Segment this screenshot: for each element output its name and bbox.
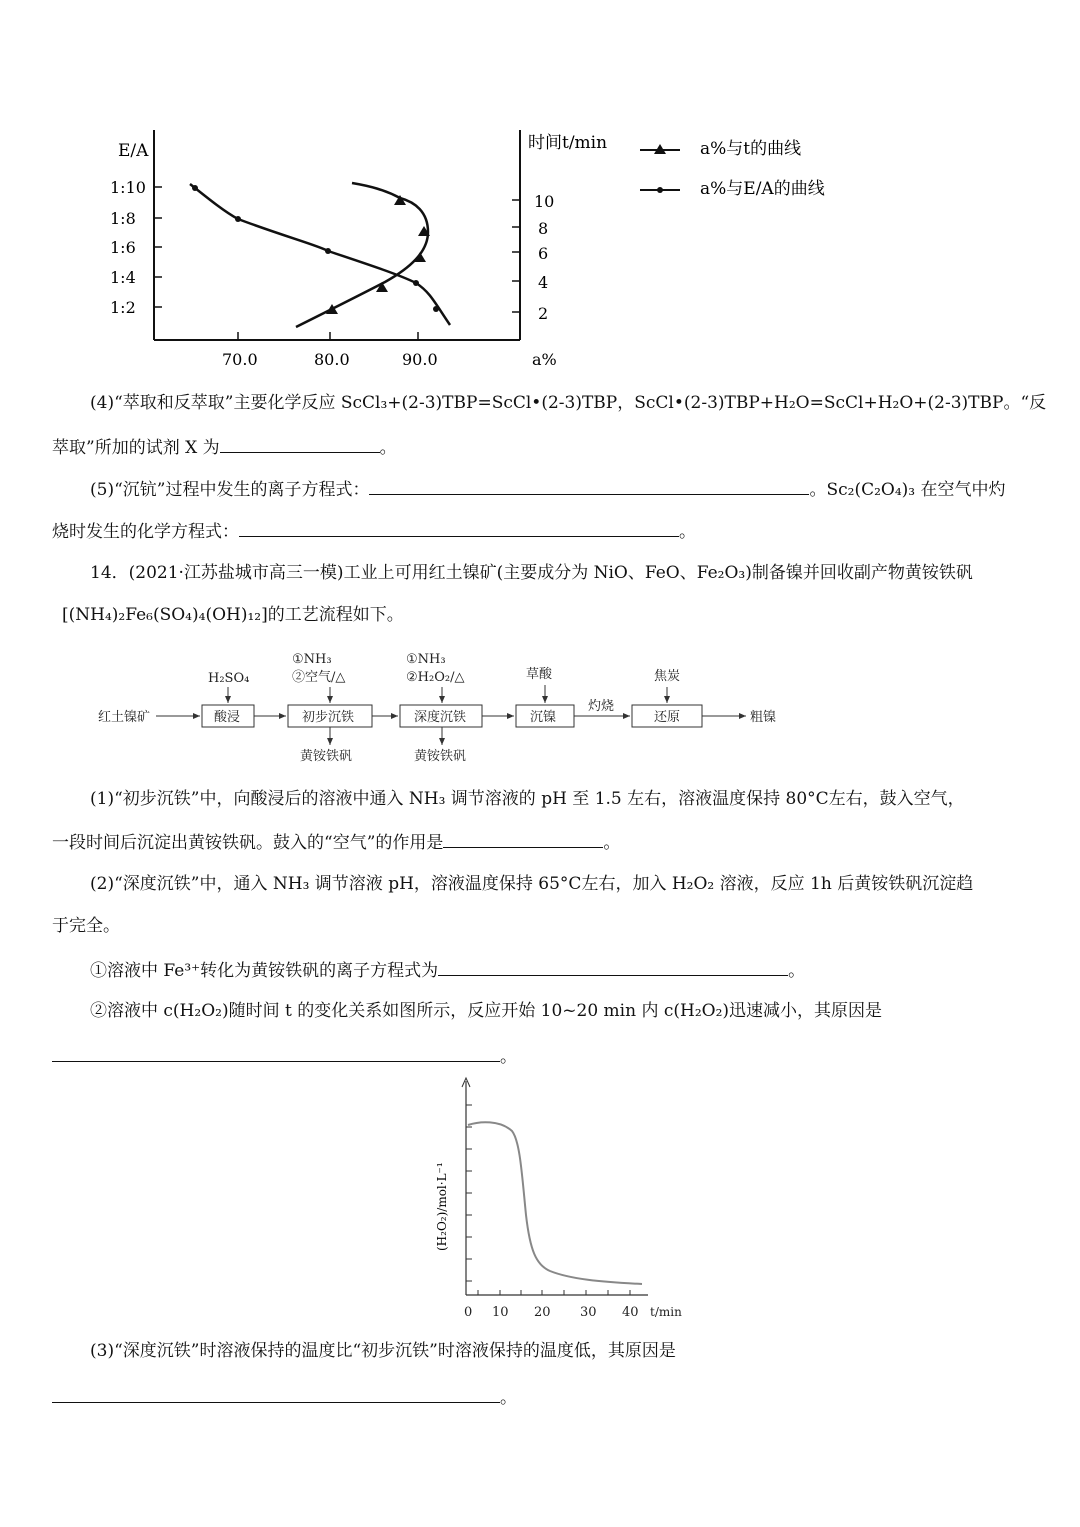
flow-input-label: ①NH₃ [406, 652, 446, 667]
h2o2-chart [420, 1075, 700, 1325]
x-tick: 80.0 [314, 350, 350, 369]
y-label: (H₂O₂)/mol·L⁻¹ [435, 1162, 449, 1251]
q14-line-2 [62, 603, 1042, 627]
q5-text: 。Sc₂(C₂O₄)₃ 在空气中灼 [809, 480, 1006, 500]
flow-input-label: ①NH₃ [292, 652, 332, 667]
answer-blank[interactable] [52, 1384, 500, 1403]
ea-curve [190, 184, 450, 325]
p2-line-1 [90, 872, 1070, 896]
y-right-tick: 2 [538, 304, 549, 323]
x-tick: 20 [534, 1305, 551, 1320]
x-tick: 10 [492, 1305, 509, 1320]
q14-text: [(NH₄)₂Fe₆(SO₄)₄(OH)₁₂]的工艺流程如下。 [62, 605, 404, 625]
x-tick: 90.0 [402, 350, 438, 369]
t-curve [296, 183, 428, 327]
x-tick: 40 [622, 1305, 639, 1320]
p1-end: 。 [603, 833, 621, 853]
q14-text: 14．(2021·江苏盐城市高三一模)工业上可用红土镍矿(主要成分为 NiO、FeO、Fe₂O₃)制备镍并回收副产物黄铵铁矾 [90, 563, 973, 583]
h2o2-curve [468, 1122, 642, 1284]
p2-text: ②溶液中 c(H₂O₂)随时间 t 的变化关系如图所示，反应开始 10~20 min 内 c(H₂O₂)迅速减小，其原因是 [90, 1001, 883, 1021]
y-right-tick: 8 [538, 219, 549, 238]
flow-box-label: 还原 [654, 710, 681, 725]
p2-line-5 [52, 1043, 1032, 1069]
x-tick: 70.0 [222, 350, 258, 369]
x-label: a% [532, 350, 557, 369]
extraction-chart [90, 120, 870, 380]
flow-arrow-label: 灼烧 [588, 699, 615, 714]
right-ticks [512, 200, 520, 312]
bottom-ticks [238, 332, 418, 340]
p2-end: 。 [788, 961, 806, 981]
p2-line-3 [90, 957, 1070, 983]
y-left-tick: 1:8 [110, 209, 136, 228]
q5-text: (5)“沉钪”过程中发生的离子方程式： [90, 480, 370, 500]
p2-line-4 [90, 999, 1070, 1023]
q4-text: (4)“萃取和反萃取”主要化学反应 ScCl₃+(2-3)TBP=ScCl•(2-3)TBP，ScCl•(2-3)TBP+H₂O=ScCl+H₂O+(2-3)TBP。“反 [90, 393, 1047, 413]
p3-end: 。 [500, 1388, 517, 1408]
flow-box-label: 初步沉铁 [302, 710, 355, 725]
p2-text: (2)“深度沉铁”中，通入 NH₃ 调节溶液 pH，溶液温度保持 65°C左右，加入 H₂O₂ 溶液，反应 1h 后黄铵铁矾沉淀趋 [90, 874, 974, 894]
q5-line-1 [90, 476, 1070, 502]
x-axis-ticks [478, 1290, 630, 1295]
process-flow [90, 645, 810, 770]
p3-line-1 [90, 1339, 1070, 1363]
p2-text: ①溶液中 Fe³⁺转化为黄铵铁矾的离子方程式为 [90, 961, 439, 981]
p3-text: (3)“深度沉铁”时溶液保持的温度比“初步沉铁”时溶液保持的温度低，其原因是 [90, 1341, 676, 1361]
legend-label-2: a%与E/A的曲线 [700, 179, 825, 199]
dot-marker-icon [657, 187, 663, 193]
y-left-label: E/A [118, 141, 149, 161]
x-tick: 0 [464, 1305, 473, 1320]
flow-start: 红土镍矿 [98, 710, 151, 725]
q5-line-2 [52, 518, 1032, 544]
flow-input-label: H₂SO₄ [208, 671, 250, 686]
answer-blank[interactable] [239, 518, 679, 537]
left-ticks [154, 187, 162, 307]
y-right-label: 时间t/min [528, 133, 608, 153]
q5-text: 烧时发生的化学方程式： [52, 522, 239, 542]
q4-line-2 [52, 434, 1032, 460]
q14-line-1 [90, 561, 1070, 585]
p1-text: 一段时间后沉淀出黄铵铁矾。鼓入的“空气”的作用是 [52, 833, 444, 853]
y-left-tick: 1:10 [110, 178, 146, 197]
flow-box-label: 沉镍 [530, 710, 557, 725]
answer-blank[interactable] [443, 829, 603, 848]
q5-end: 。 [679, 522, 696, 542]
y-left-tick: 1:2 [110, 298, 136, 317]
flow-box-label: 深度沉铁 [414, 710, 467, 725]
y-axis-ticks [466, 1105, 472, 1281]
p3-line-2 [52, 1384, 1032, 1410]
q4-line-1 [90, 391, 1070, 415]
x-tick: 30 [580, 1305, 597, 1320]
p1-line-2 [52, 829, 1032, 855]
answer-blank[interactable] [52, 1043, 500, 1062]
p2-text: 于完全。 [52, 916, 120, 936]
flow-output-label: 黄铵铁矾 [300, 749, 353, 764]
answer-blank[interactable] [438, 957, 788, 976]
flow-input-label: ②H₂O₂/△ [406, 670, 465, 685]
y-left-tick: 1:6 [110, 238, 136, 257]
legend-label-1: a%与t的曲线 [700, 139, 802, 159]
answer-blank[interactable] [369, 476, 809, 495]
flow-input-label: ②空气/△ [292, 670, 346, 685]
q4-end: 。 [379, 438, 397, 458]
y-right-tick: 6 [538, 244, 549, 263]
q4-text: 萃取”所加的试剂 X 为 [52, 438, 220, 458]
p2-line-2 [52, 914, 1032, 938]
p1-text: (1)“初步沉铁”中，向酸浸后的溶液中通入 NH₃ 调节溶液的 pH 至 1.5 左右，溶液温度保持 80°C左右，鼓入空气， [90, 789, 965, 809]
flow-output-label: 黄铵铁矾 [414, 749, 467, 764]
answer-blank[interactable] [220, 434, 380, 453]
y-right-tick: 4 [538, 273, 549, 292]
flow-end: 粗镍 [750, 710, 777, 725]
p2-end: 。 [500, 1047, 517, 1067]
p1-line-1 [90, 787, 1070, 811]
flow-input-label: 焦炭 [654, 669, 681, 684]
flow-box-label: 酸浸 [214, 710, 241, 725]
x-label: t/min [650, 1305, 682, 1319]
y-left-tick: 1:4 [110, 268, 136, 287]
y-right-tick: 10 [534, 192, 555, 211]
flow-input-label: 草酸 [526, 667, 553, 682]
